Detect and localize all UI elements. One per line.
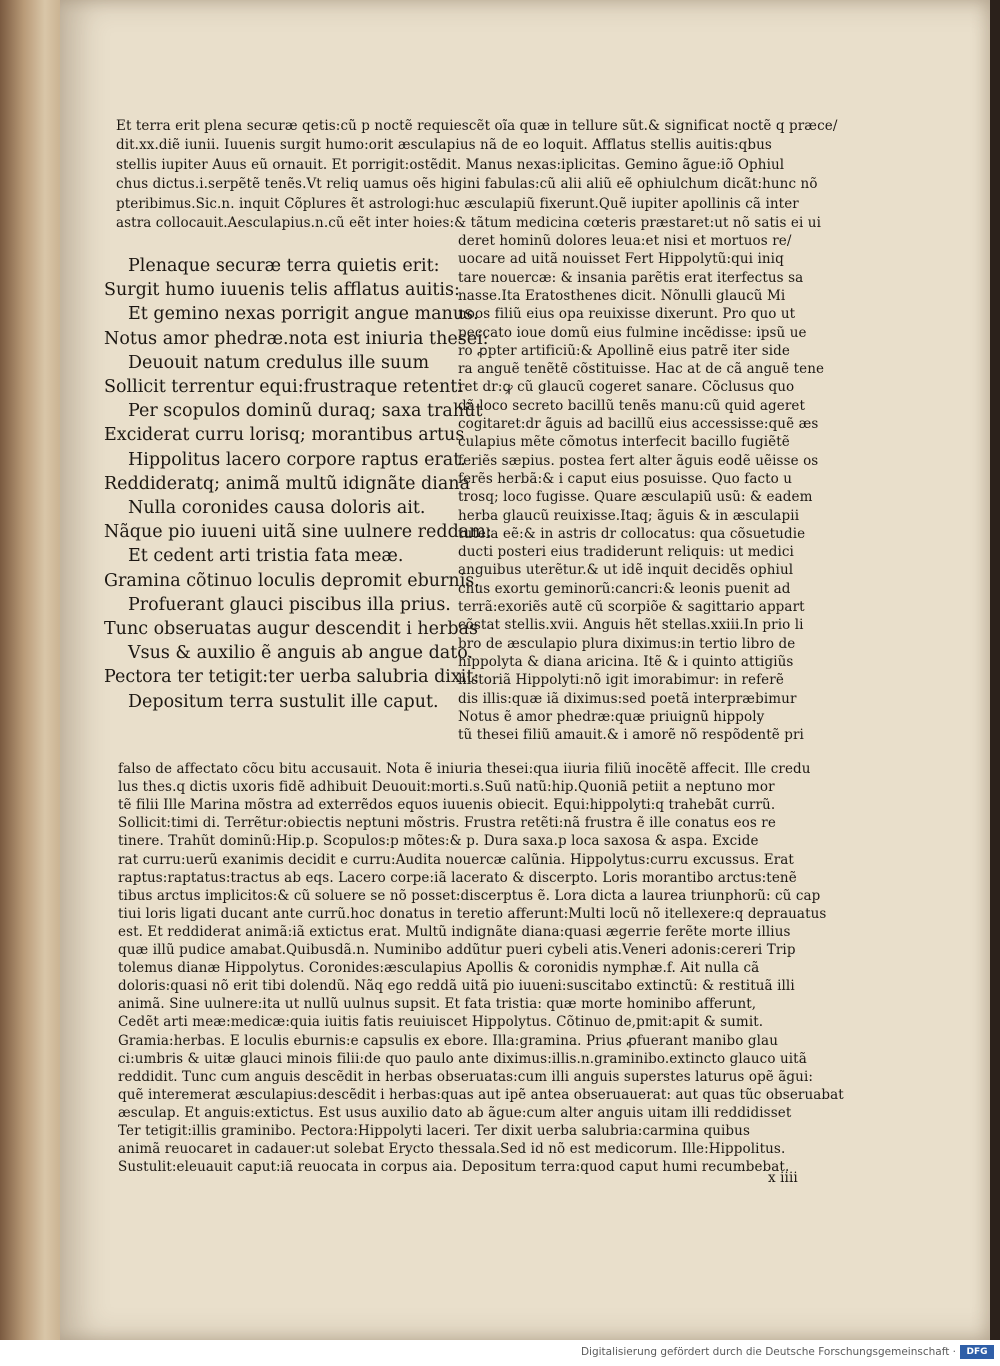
commentary-line: bro de æsculapio plura diximus:in tertio libro de [458, 635, 796, 652]
verse-line: Nãque pio iuueni uitã sine uulnere reddam: [104, 522, 492, 543]
commentary-line: nasse.Ita Eratosthenes dicit. Nõnulli glaucũ Mi [458, 287, 786, 304]
commentary-line: hippolyta & diana aricina. Itẽ & i quinto attigiũs [458, 653, 794, 670]
commentary-line: cõstat stellis.xvii. Anguis hẽt stellas.xxiii.In prio li [458, 617, 804, 634]
commentary-line: culapius mẽte cõmotus interfecit bacillo fugiẽtẽ [458, 434, 790, 451]
commentary-line: doloris:quasi nõ erit tibi dolendũ. Nãq ego reddã uitã pio iuueni:suscitabo extinctũ: & restituã illi [118, 978, 795, 995]
signature-mark: x iiii [768, 1170, 798, 1186]
commentary-line: ra anguẽ tenẽtẽ cõstituisse. Hac at de cã anguẽ tene [458, 361, 825, 378]
verse-line: Depositum terra sustulit ille caput. [128, 691, 439, 712]
commentary-line: dis illis:quæ iã diximus:sed poetã interpræbimur [458, 690, 797, 707]
commentary-line: quæ illũ pudice amabat.Quibusdã.n. Numinibo addũtur pueri cybeli atis.Veneri adonis:cereri Trip [118, 942, 796, 958]
commentary-line: tẽ filii Ille Marina mõstra ad exterrẽdos equos iuuenis obiecit. Equi:hippolyti:q trahebãt currũ. [118, 797, 776, 814]
commentary-line: terrã:exoriẽs autẽ cũ scorpiõe & sagittario appart [458, 599, 805, 615]
verse-line: Tunc obseruatas augur descendit i herbas [104, 619, 478, 639]
commentary-line: quẽ interemerat æsculapius:descẽdit i herbas:quas aut ipẽ antea obseruauerat: aut quas tũc obseruabat [118, 1086, 844, 1103]
book-page [60, 0, 990, 1340]
commentary-line: reddidit. Tunc cum anguis descẽdit in herbas obseruatas:cum illi anguis superstes laturus opẽ ãgui: [118, 1068, 814, 1085]
verse-line: Pectora ter tetigit:ter uerba salubria dixit: [104, 667, 480, 688]
verse-line: Exciderat curru lorisq; morantibus artus [104, 425, 465, 446]
commentary-line: tolemus dianæ Hippolytus. Coronides:æsculapius Apollis & coronidis nymphæ.f. Ait nulla cã [118, 960, 760, 977]
commentary-line: Sollicit:timi di. Terrẽtur:obiectis neptuni mõstris. Frustra retẽti:nã frustra ẽ ille conatus eos re [118, 815, 776, 832]
commentary-line: dã loco secreto bacillũ tenẽs manu:cũ quid ageret [458, 397, 806, 414]
verse-line: Plenaque securæ terra quietis erit: [128, 256, 440, 276]
commentary-line: historiã Hippolyti:nõ igit imorabimur: in referẽ [458, 672, 784, 689]
commentary-line: ret dr:ꝙ cũ glaucũ cogeret sanare. Cõclusus quo [458, 379, 795, 396]
commentary-line: rat curru:uerũ exanimis decidit e curru:Audita nouercæ calũnia. Hippolytus:curru excussus. Erat [118, 851, 794, 868]
commentary-line: herba glaucũ reuixisse.Itaq; ãguis & in æsculapii [458, 507, 800, 524]
commentary-line: tinere. Trahũt dominũ:Hip.p. Scopulos:p mõtes:& p. Dura saxa.p loca saxosa & aspa. Excide [118, 833, 759, 850]
verse-line: Notus amor phedræ.nota est iniuria thesei: [104, 328, 489, 349]
commentary-line: Gramia:herbas. E loculis eburnis:e capsulis ex ebore. Illa:gramina. Prius ꝓfuerant manibo glau [118, 1032, 778, 1049]
verse-line: Et cedent arti tristia fata meæ. [128, 546, 404, 567]
commentary-line: est. Et reddiderat animã:iã extictus erat. Multũ indignãte diana:quasi ægerrie ferẽte morte illius [118, 923, 791, 940]
commentary-line: tibus arctus implicitos:& cũ soluere se nõ posset:discerptus ẽ. Lora dicta a laurea triunphorũ: cũ cap [118, 887, 821, 904]
facing-page-edge [0, 0, 61, 1340]
commentary-line: tutela eẽ:& in astris dr collocatus: qua cõsuetudie [458, 525, 806, 542]
commentary-line: tare nouercæ: & insania parẽtis erat iterfectus sa [458, 269, 804, 286]
verse-line: Hippolitus lacero corpore raptus erat. [128, 449, 466, 470]
commentary-line: anguibus uterẽtur.& ut idẽ inquit decidẽs ophiul [458, 562, 794, 579]
commentary-line: chus exortu geminorũ:cancri:& leonis puenit ad [458, 580, 791, 597]
commentary-line: Notus ẽ amor phedræ:quæ priuignũ hippoly [458, 708, 765, 725]
commentary-line: ci:umbris & uitæ glauci minois filii:de quo paulo ante diximus:illis.n.graminibo.extincto glauco uitã [118, 1050, 807, 1067]
verse-line: Profuerant glauci piscibus illa prius. [128, 594, 451, 615]
commentary-line: astra collocauit.Aesculapius.n.cũ eẽt inter hoies:& tãtum medicina cœteris præstaret:ut nõ satis ei ui [116, 215, 821, 231]
commentary-line: tiui loris ligati ducant ante currũ.hoc donatus in teretio afferunt:Multi locũ nõ itellexere:q deprauatus [118, 905, 827, 922]
verse-line: Deuouit natum credulus ille suum [128, 352, 430, 373]
commentary-line: pteribimus.Sic.n. inquit Cõplures ẽt astrologi:huc æsculapiũ fixerunt.Quẽ iupiter apollinis cã inter [116, 195, 799, 212]
commentary-line: animã reuocaret in cadauer:ut solebat Erycto thessala.Sed id nõ est medicorum. Ille:Hippolitus. [118, 1141, 786, 1158]
commentary-line: stellis iupiter Auus eũ ornauit. Et porrigit:ostẽdit. Manus nexas:iplicitas. Gemino ãgue:iõ Ophiul [116, 156, 785, 173]
commentary-line: ducti posteri eius tradiderunt reliquis: ut medici [458, 544, 794, 561]
commentary-line: animã. Sine uulnere:ita ut nullũ uulnus supsit. Et fata tristia: quæ morte hominibo afferunt, [118, 996, 757, 1013]
verse-line: Nulla coronides causa doloris ait. [128, 498, 426, 518]
verse-line: Surgit humo iuuenis telis afflatus auitis: [104, 280, 460, 301]
commentary-line: Cedẽt arti meæ:medicæ:quia iuitis fatis reuiuiscet Hippolytus. Cõtinuo de,pmit:apit & sumit. [118, 1014, 764, 1031]
footer-credit: Digitalisierung gefördert durch die Deutsche Forschungsgemeinschaft · [580, 1346, 956, 1358]
commentary-line: trosq; loco fugisse. Quare æsculapiũ usũ: & eadem [458, 489, 813, 506]
commentary-line: lus thes.q dictis uxoris fidẽ adhibuit Deuouit:morti.s.Suũ natũ:hip.Quoniã petiit a neptuno mor [118, 779, 775, 796]
verse-line: Per scopulos dominũ duraq; saxa trahũt [128, 401, 483, 422]
footer-bar [0, 1340, 1000, 1366]
verse-line: Et gemino nexas porrigit angue manus. [128, 304, 479, 325]
commentary-line: ferẽs herbã:& i caput eius posuisse. Quo facto u [458, 470, 793, 487]
commentary-line: feriẽs sæpius. postea fert alter ãguis eodẽ uẽisse os [458, 452, 819, 469]
commentary-line: Sustulit:eleuauit caput:iã reuocata in corpus aia. Depositum terra:quod caput humi recumbebat. [118, 1159, 790, 1176]
commentary-line: cogitaret:dr ãguis ad bacillũ eius accessisse:quẽ æs [458, 416, 819, 432]
verse-line: Gramina cõtinuo loculis depromit eburnis. [104, 570, 480, 591]
commentary-line: Et terra erit plena securæ qetis:cũ p noctẽ requiescẽt oĩa quæ in tellure sũt.& significat noctẽ q præce/ [116, 118, 838, 134]
verse-line: Reddideratq; animã multũ idignãte diana [104, 473, 470, 494]
verse-line: Sollicit terrentur equi:frustraque retenti [104, 377, 463, 397]
dfg-logo-icon: DFG [960, 1345, 994, 1359]
commentary-line: deret hominũ dolores leua:et nisi et mortuos re/ [458, 233, 792, 249]
commentary-line: falso de affectato cõcu bitu accusauit. Nota ẽ iniuria thesei:qua iiuria filiũ inocẽtẽ affecit. Ille credu [118, 761, 811, 777]
commentary-line: ro ꝓpter artificiũ:& Apollinẽ eius patrẽ iter side [458, 342, 790, 359]
commentary-line: dit.xx.diẽ iunii. Iuuenis surgit humo:orit æsculapius nã de eo loquit. Afflatus stellis auitis:qbus [116, 137, 772, 154]
commentary-line: tũ thesei filiũ amauit.& i amorẽ nõ respõdentẽ pri [458, 727, 804, 744]
commentary-line: raptus:raptatus:tractus ab eqs. Lacero corpe:iã lacerato & discerpto. Loris morantibo arctus:tenẽ [118, 869, 797, 886]
verse-line: Vsus & auxilio ẽ anguis ab angue dato. [128, 643, 474, 664]
commentary-line: chus dictus.i.serpẽtẽ tenẽs.Vt reliq uamus oẽs higini fabulas:cũ alii aliũ eẽ ophiulchum dicãt:hunc nõ [116, 176, 818, 193]
commentary-line: noos filiũ eius opa reuixisse dixerunt. Pro quo ut [458, 306, 796, 323]
commentary-line: æsculap. Et anguis:extictus. Est usus auxilio dato ab ãgue:cum alter anguis uitam illi reddidisset [118, 1104, 792, 1121]
commentary-line: peccato ioue domũ eius fulmine incẽdisse: ipsũ ue [458, 324, 807, 341]
commentary-line: Ter tetigit:illis graminibo. Pectora:Hippolyti laceri. Ter dixit uerba salubria:carmina quibus [118, 1123, 750, 1139]
commentary-line: uocare ad uitã nouisset Fert Hippolytũ:qui iniq [458, 251, 784, 268]
